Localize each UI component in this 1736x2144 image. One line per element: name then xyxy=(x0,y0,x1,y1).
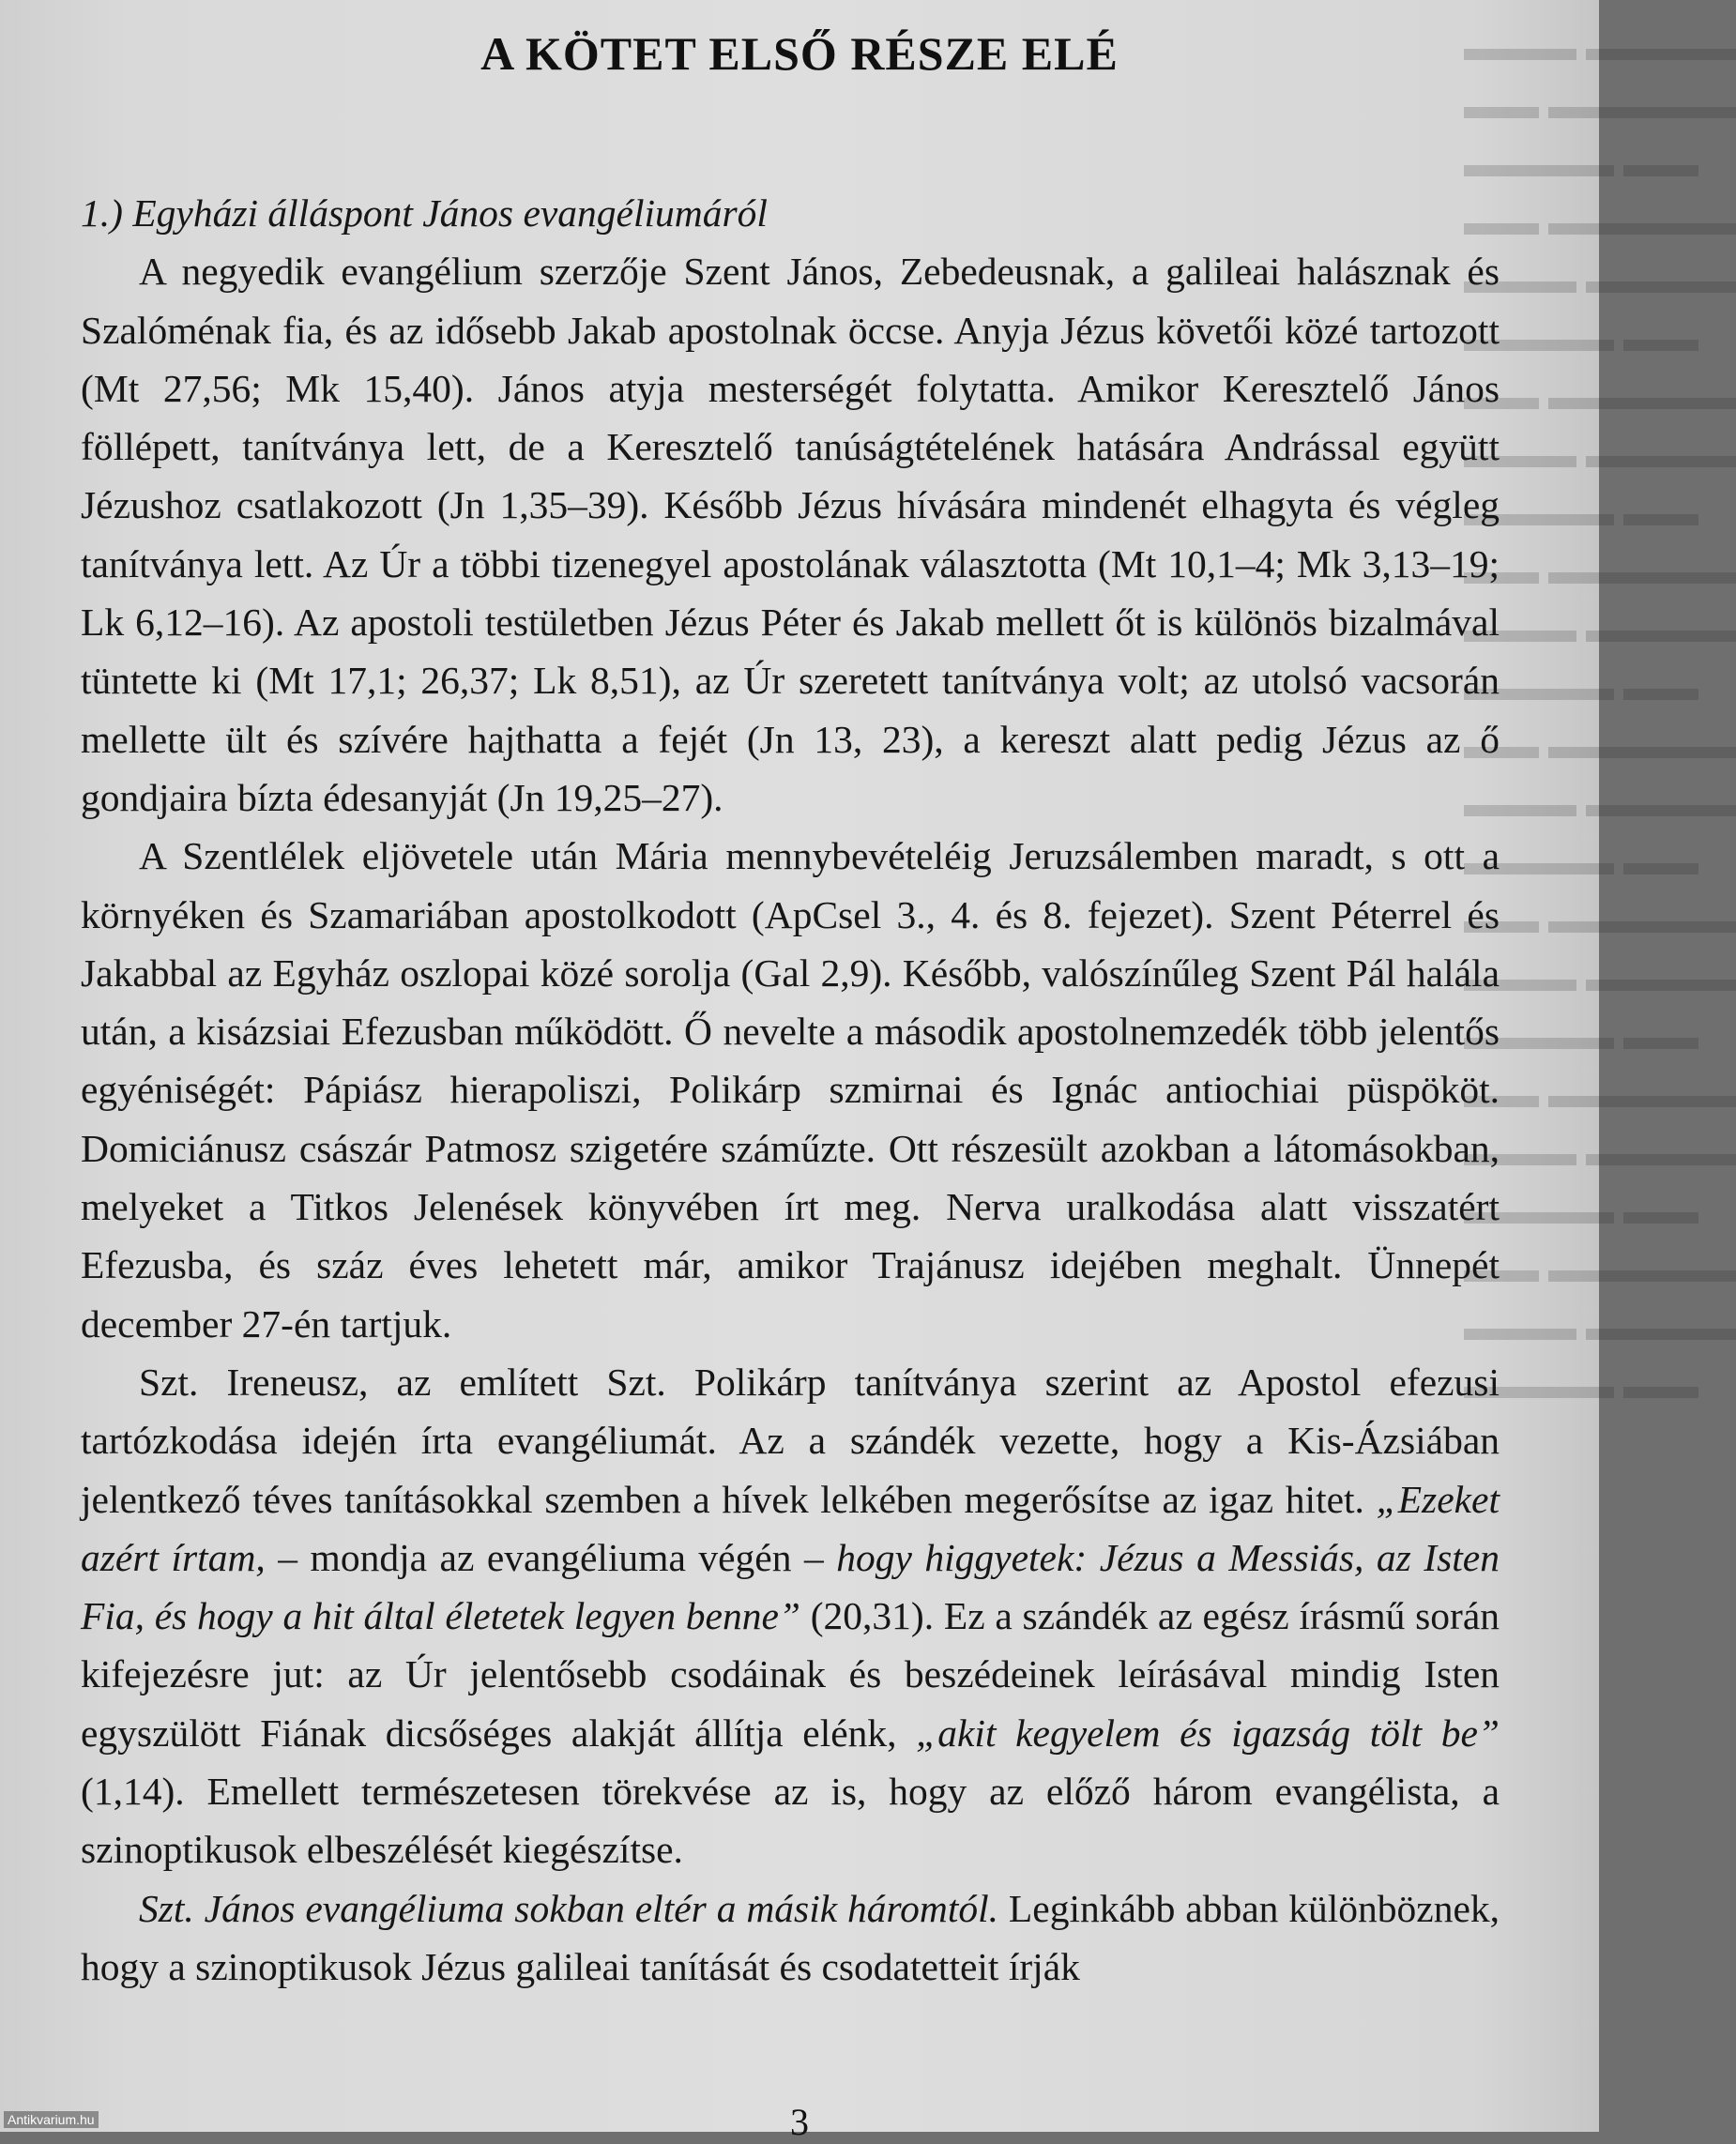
paragraph-4 xyxy=(81,1879,1500,1997)
paragraph-3-text-a: Szt. Ireneusz, az említett Szt. Polikárp tanítványa szerint az Apostol efezusi tartózkodása idején írta evangéliumát. Az a szándék vezette, hogy a Kis-Ázsiában jelentkező téves tanításokkal szemben a hívek lelkében megerősítse az igaz hitet. xyxy=(81,1360,1500,1521)
watermark: Antikvarium.hu xyxy=(4,2111,99,2128)
section-heading: 1.) Egyházi álláspont János evangéliumáról xyxy=(81,191,768,235)
paragraph-4-lead: Szt. János evangéliuma sokban eltér a másik háromtól. xyxy=(139,1886,999,1930)
page-number: 3 xyxy=(790,2101,809,2143)
quote-hogy-higgyetek: hogy higgyetek: Jézus a Messiás, az Isten Fia, és hogy a hit által életetek legyen benne” xyxy=(81,1535,1500,1638)
chapter-title: A KÖTET ELSŐ RÉSZE ELÉ xyxy=(480,27,1119,80)
quote-ezeket: „Ezeket azért írtam, xyxy=(81,1477,1500,1579)
quote-akit-kegyelem: „akit kegyelem és igazság tölt be” xyxy=(916,1711,1500,1755)
paragraph-3 xyxy=(81,1353,1500,1879)
paragraph-3-text-b: – mondja az evangéliuma végén – xyxy=(265,1535,837,1579)
paragraph-4-rest: Leginkább abban különböznek, hogy a szinoptikusok Jézus galileai tanítását és csodatetteit írják xyxy=(81,1886,1500,1988)
bleed-through-text: ▬▬▬ ▬▬▬▬ ▬▬ ▬▬▬▬▬ ▬▬▬▬ ▬▬ ▬▬ ▬▬▬▬▬ ▬▬▬ ▬▬▬▬ ▬▬▬▬ ▬▬ ▬▬ ▬▬▬▬▬ ▬▬▬ ▬▬▬▬ ▬▬▬▬ ▬▬ ▬▬ ▬▬▬▬▬ ▬▬▬ ▬▬▬▬ ▬▬▬▬ ▬▬ ▬▬ ▬▬▬▬▬ ▬▬▬ ▬▬▬▬ ▬▬▬▬ ▬▬ ▬▬ ▬▬▬▬▬ ▬▬▬ ▬▬▬▬ ▬▬▬▬ ▬▬ ▬▬ ▬▬▬▬▬ ▬▬▬ ▬▬▬▬ ▬▬▬▬ ▬▬ ▬▬ ▬▬▬▬▬ ▬▬▬ ▬▬▬▬ ▬▬▬▬ ▬▬ xyxy=(1464,26,1736,1407)
paragraph-1: A negyedik evangélium szerzője Szent János, Zebedeusnak, a galileai halásznak és Szalóménak fia, és az idősebb Jakab apostolnak öccse. Anyja Jézus követői közé tartozott (Mt 27,56; Mk 15,40). János atyja mesterségét folytatta. Amikor Keresztelő János föllépett, tanítványa lett, de a Keresztelő tanúságtételének hatására Andrással együtt Jézushoz csatlakozott (Jn 1,35–39). Később Jézus hívására mindenét elhagyta és végleg tanítványa lett. Az Úr a többi tizenegyel apostolának választotta (Mt 10,1–4; Mk 3,13–19; Lk 6,12–16). Az apostoli testületben Jézus Péter és Jakab mellett őt is különös bizalmával tüntette ki (Mt 17,1; 26,37; Lk 8,51), az Úr szeretett tanítványa volt; az utolsó vacsorán mellette ült és szívére hajthatta a fejét (Jn 13, 23), a kereszt alatt pedig Jézus az ő gondjaira bízta édesanyját (Jn 19,25–27). xyxy=(81,250,1500,819)
body-text xyxy=(81,184,1500,1996)
paragraph-3-text-c: (20,31). Ez a szándék az egész írásmű során kifejezésre jut: az Úr jelentősebb csodáinak és beszédeinek leírásával mindig Isten egyszülött Fiának dicsőséges alakját állítja elénk, xyxy=(81,1594,1500,1755)
paragraph-3-text-d: (1,14). Emellett természetesen törekvése az is, hogy az előző három evangélista, a szinoptikusok elbeszélését kiegészítse. xyxy=(81,1770,1500,1872)
paragraph-2: A Szentlélek eljövetele után Mária mennybevételéig Jeruzsálemben maradt, s ott a környéken és Szamariában apostolkodott (ApCsel 3., 4. és 8. fejezet). Szent Péterrel és Jakabbal az Egyház oszlopai közé sorolja (Gal 2,9). Később, valószínűleg Szent Pál halála után, a kisázsiai Efezusban működött. Ő nevelte a második apostolnemzedék több jelentős egyéniségét: Pápiász hierapoliszi, Polikárp szmirnai és Ignác antiochiai püspököt. Domiciánusz császár Patmosz szigetére száműzte. Ott részesült azokban a látomásokban, melyeket a Titkos Jelenések könyvében írt meg. Nerva uralkodása alatt visszatért Efezusba, és száz éves lehetett már, amikor Trajánusz idejében meghalt. Ünnepét december 27-én tartjuk. xyxy=(81,834,1500,1346)
